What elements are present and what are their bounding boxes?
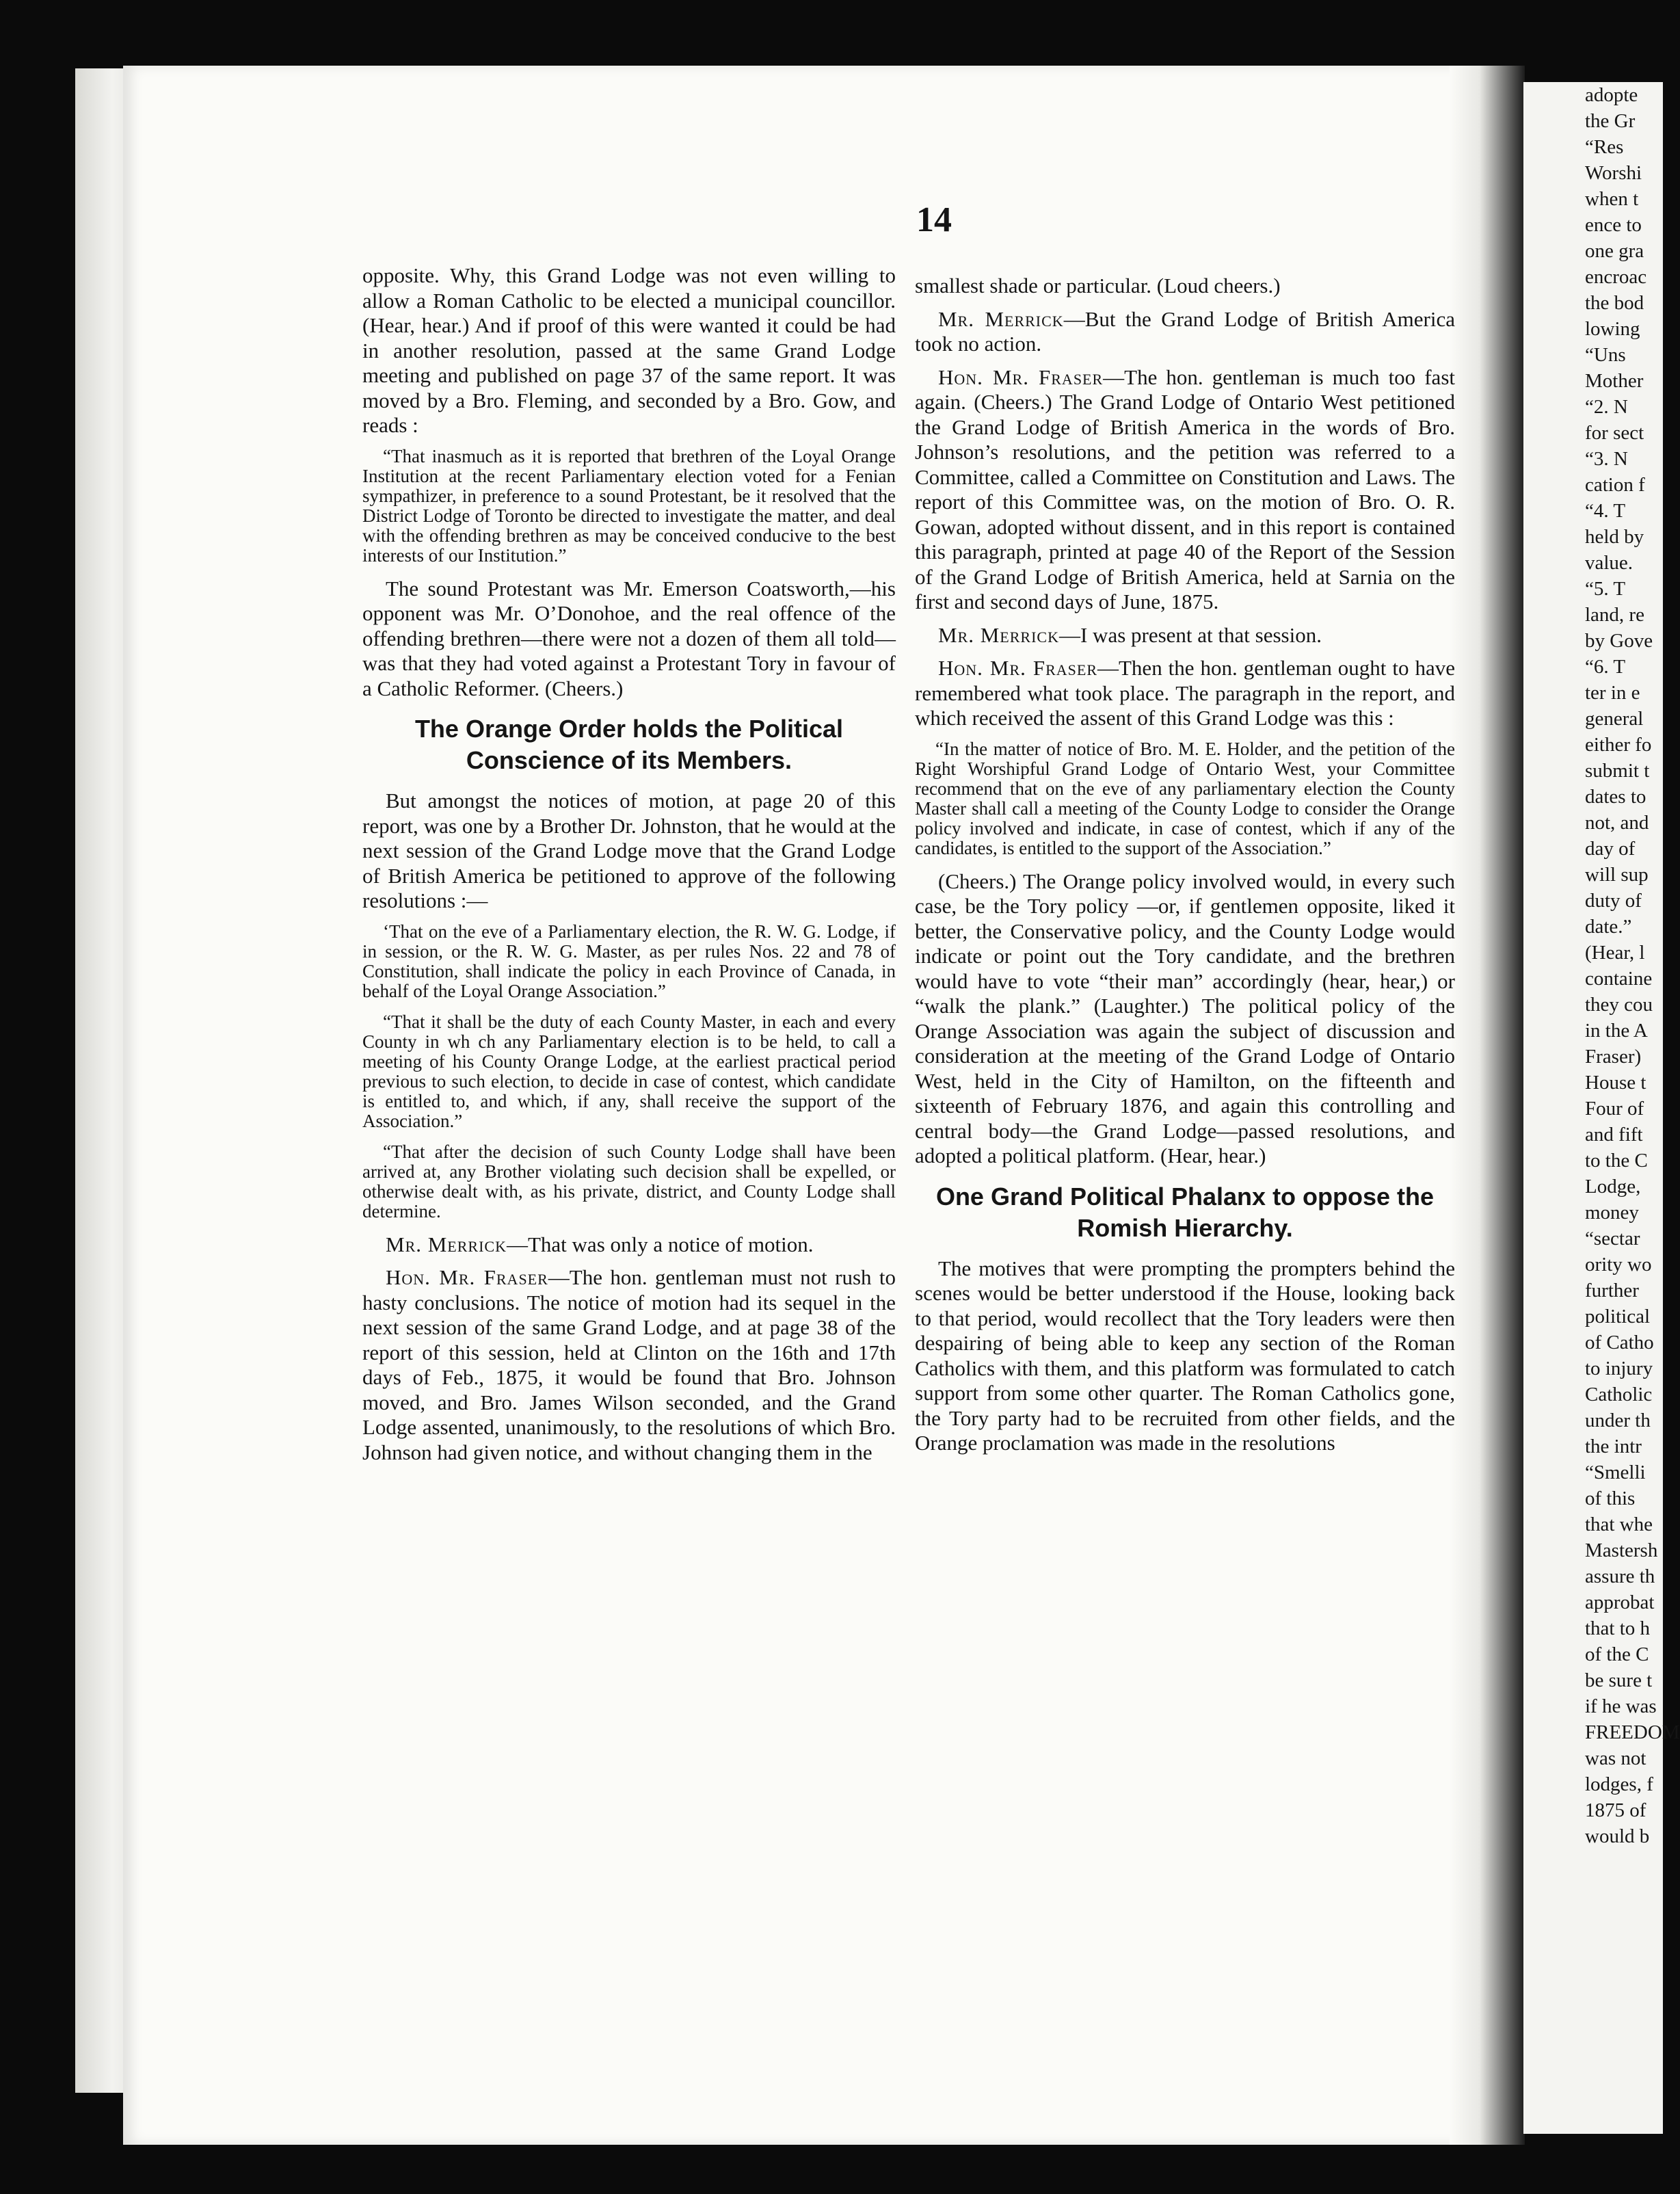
facing-page-line: the bod — [1585, 292, 1644, 314]
facing-page-line: that to h — [1585, 1617, 1651, 1639]
section-heading: One Grand Political Phalanx to oppose the Romish Hierarchy. — [935, 1182, 1435, 1242]
speaker-name: Hon. Mr. Fraser — [938, 656, 1097, 680]
facing-page-line: House t — [1585, 1072, 1646, 1094]
facing-page-line: submit t — [1585, 760, 1650, 782]
facing-page-line: they cou — [1585, 994, 1653, 1016]
facing-page-line: Four of — [1585, 1098, 1644, 1120]
facing-page-line: that whe — [1585, 1514, 1653, 1535]
facing-page-line: was not — [1585, 1747, 1646, 1769]
facing-page-line: land, re — [1585, 604, 1644, 626]
facing-page-line: political — [1585, 1306, 1651, 1327]
facing-page-line: Mother — [1585, 370, 1644, 392]
facing-page-line: encroac — [1585, 266, 1647, 288]
facing-page-line: when t — [1585, 188, 1639, 210]
facing-page-line: of Catho — [1585, 1332, 1654, 1353]
facing-page-line: will sup — [1585, 864, 1649, 886]
facing-page-line: money — [1585, 1202, 1639, 1224]
facing-page-line: Lodge, — [1585, 1176, 1641, 1198]
facing-page-line: “6. T — [1585, 656, 1626, 678]
facing-page-line: 1875 of — [1585, 1799, 1646, 1821]
body-paragraph: opposite. Why, this Grand Lodge was not even willing to allow a Roman Catholic to be elected a municipal councillor. (Hear, hear.) And if proof of this were wanted it could be had in another resolution, passed at the same Grand Lodge meeting and published on page 37 of the same report. It was moved by a Bro. Fleming, and seconded by a Bro. Gow, and reads : — [362, 263, 896, 437]
facing-page-line: (Hear, l — [1585, 942, 1645, 964]
facing-page-line: and fift — [1585, 1124, 1643, 1146]
speech-text: —The hon. gentleman must not rush to hasty conclusions. The notice of motion had its sequel in the next session of the same Grand Lodge, and at page 38 of the report of this session, held at Clinton on the 16th and 17th days of Feb., 1875, it would be found that Bro. Johnson moved, and Bro. James Wilson seconded, and the Grand Lodge assented, unanimously, to the resolutions of which Bro. Johnson had given notice, and without changing them in the — [362, 1265, 896, 1464]
section-heading: The Orange Order holds the Political Conscience of its Members. — [414, 715, 844, 774]
speech-paragraph — [915, 656, 1455, 731]
facing-page-line: assure th — [1585, 1565, 1655, 1587]
facing-page-line: either fo — [1585, 734, 1652, 756]
facing-page-line: “4. T — [1585, 500, 1626, 522]
body-paragraph: (Cheers.) The Orange policy involved would, in every such case, be the Tory policy —or, if gentlemen opposite, liked it better, the Conservative policy, and the County Lodge would indicate or point out the Tory candidate, and the brethren would have to vote “their man” accordingly (hear, hear,) or “walk the plank.” (Laughter.) The political policy of the Orange Association was again the subject of discussion and consideration at the meeting of the Grand Lodge of Ontario West, held in the City of Hamilton, on the fifteenth and sixteenth of February 1876, and again this controlling and central body—the Grand Lodge—passed resolutions, and adopted a political platform. (Hear, hear.) — [915, 869, 1455, 1167]
facing-page-line: be sure t — [1585, 1669, 1653, 1691]
facing-page-line: to injury — [1585, 1358, 1653, 1379]
facing-page-line: approbat — [1585, 1591, 1655, 1613]
quoted-resolution: “In the matter of notice of Bro. M. E. Holder, and the petition of the Right Worshipful Grand Lodge of Ontario West, your Committee recommend that on the eve of any parliamentary election the County Master shall call a meeting of the County Lodge to consider the Orange policy involved and indicate, in case of contest, which if any of the candidates, is entitled to the support of the Association.” — [915, 738, 1455, 858]
facing-page-line: for sect — [1585, 422, 1644, 444]
speaker-name: Hon. Mr. Fraser — [938, 365, 1104, 389]
facing-page-line: “5. T — [1585, 578, 1626, 600]
speech-paragraph — [915, 623, 1455, 648]
facing-page-line: lodges, f — [1585, 1773, 1653, 1795]
quoted-resolution: “That inasmuch as it is reported that brethren of the Loyal Orange Institution at the recent Parliamentary election voted for a Fenian sympathizer, in preference to a sound Protestant, be it resolved that the District Lodge of Toronto be directed to investigate the matter, and deal with the offending brethren as may be conceived conducive to the best interests of our Institution.” — [362, 445, 896, 566]
speaker-name: Mr. Merrick — [938, 306, 1064, 331]
quoted-resolution: “That it shall be the duty of each County Master, in each and every County in wh ch any Parliamentary election is to be held, to call a meeting of his County Orange Lodge, at the earliest practical period previous to such election, to decide in case of contest, which candidate is entitled to, and which, if any, shall receive the support of the Association.” — [362, 1011, 896, 1131]
body-paragraph: The sound Protestant was Mr. Emerson Coatsworth,—his opponent was Mr. O’Donohoe, and the real offence of the offending brethren—there were not a dozen of them all told—was that they had voted against a Protestant Tory in favour of a Catholic Reformer. (Cheers.) — [362, 576, 896, 700]
facing-page-line: the Gr — [1585, 110, 1636, 132]
body-paragraph: But amongst the notices of motion, at page 20 of this report, was one by a Brother Dr. Johnston, that he would at the next session of the Grand Lodge move that the Grand Lodge of British America be petitioned to approve of the following resolutions :— — [362, 789, 896, 912]
speech-text: —That was only a notice of motion. — [506, 1232, 814, 1256]
speaker-name: Mr. Merrick — [386, 1232, 507, 1256]
facing-page-line: duty of — [1585, 890, 1642, 912]
facing-page-fragment — [1523, 82, 1680, 2134]
facing-page-line: the intr — [1585, 1436, 1642, 1457]
facing-page-line: ence to — [1585, 214, 1642, 236]
quoted-resolution: ‘That on the eve of a Parliamentary election, the R. W. G. Lodge, if in session, or the R. W. G. Master, as per rules Nos. 22 and 78 of Constitution, shall indicate the policy in each Province of Canada, in behalf of the Loyal Orange Association.” — [362, 921, 896, 1001]
page-number: 14 — [916, 200, 952, 239]
facing-page-line: lowing — [1585, 318, 1640, 340]
facing-page-line: FREEDOM — [1585, 1721, 1680, 1743]
body-paragraph: smallest shade or particular. (Loud cheers.) — [915, 274, 1281, 298]
facing-page-line: under th — [1585, 1410, 1651, 1431]
facing-page-line: to the C — [1585, 1150, 1648, 1172]
facing-page-line: “sectar — [1585, 1228, 1640, 1250]
speech-paragraph — [362, 1265, 896, 1465]
facing-page-line: value. — [1585, 552, 1634, 574]
speech-paragraph — [362, 1232, 896, 1258]
page-gutter-shadow — [1450, 66, 1525, 2145]
left-text-column — [362, 263, 896, 1473]
speech-text: —Then the hon. gentleman ought to have remembered what took place. The paragraph in the report, and which received the assent of this Grand Lodge was this : — [915, 656, 1455, 730]
speech-paragraph — [915, 307, 1455, 357]
facing-page-line: would b — [1585, 1825, 1650, 1847]
facing-page-line: “3. N — [1585, 448, 1628, 470]
facing-page-line: Mastersh — [1585, 1539, 1658, 1561]
facing-page-line: “Smelli — [1585, 1462, 1646, 1483]
facing-page-line: date.” — [1585, 916, 1632, 938]
facing-page-line: of this — [1585, 1488, 1636, 1509]
speaker-name: Hon. Mr. Fraser — [386, 1265, 548, 1289]
facing-page-line: adopte — [1585, 84, 1638, 106]
facing-page-line: of the C — [1585, 1643, 1649, 1665]
speech-paragraph — [915, 365, 1455, 615]
speech-text: —The hon. gentleman is much too fast again. (Cheers.) The Grand Lodge of Ontario West petitioned the Grand Lodge of British America in the words of Bro. Johnson’s resolutions, and the petition was referred to a Committee, called a Committee on Constitution and Laws. The report of this Committee was, on the motion of Bro. O. R. Gowan, adopted without dissent, and in this report is contained this paragraph, printed at page 40 of the Report of the Session of the Grand Lodge of British America, held at Sarnia on the first and second days of June, 1875. — [915, 365, 1455, 613]
facing-page-line: cation f — [1585, 474, 1645, 496]
quoted-resolution: “That after the decision of such County Lodge shall have been arrived at, any Brother violating such decision shall be expelled, or otherwise dealt with, as his private, district, and County Lodge shall determine. — [362, 1141, 896, 1221]
speech-text: —I was present at that session. — [1058, 622, 1322, 647]
facing-page-line: in the A — [1585, 1020, 1648, 1042]
facing-page-line: ter in e — [1585, 682, 1640, 704]
facing-page-line: held by — [1585, 526, 1644, 548]
facing-page-line: Worshi — [1585, 162, 1642, 184]
facing-page-line: further — [1585, 1280, 1639, 1301]
speaker-name: Mr. Merrick — [938, 622, 1059, 647]
facing-page-line: Catholic — [1585, 1384, 1653, 1405]
facing-page-line: ority wo — [1585, 1254, 1652, 1276]
facing-page-line: if he was — [1585, 1695, 1657, 1717]
body-paragraph: The motives that were prompting the prompters behind the scenes would be better understood if the House, looking back to that period, would recollect that the Tory leaders were then despairing of being able to keep any section of the Roman Catholics with them, and this platform was formulated to catch support from some other quarter. The Roman Catholics gone, the Tory party had to be recruited from other fields, and the Orange proclamation was made in the resolutions — [915, 1256, 1455, 1455]
facing-page-line: containe — [1585, 968, 1653, 990]
right-text-column — [915, 274, 1455, 1464]
facing-page-line: “Uns — [1585, 344, 1626, 366]
facing-page-line: not, and — [1585, 812, 1649, 834]
speech-text: —But the Grand Lodge of British America took no action. — [915, 306, 1455, 356]
facing-page-line: Fraser) — [1585, 1046, 1642, 1068]
facing-page-line: by Gove — [1585, 630, 1653, 652]
facing-page-line: “Res — [1585, 136, 1624, 158]
facing-page-line: day of — [1585, 838, 1636, 860]
facing-page-line: general — [1585, 708, 1644, 730]
facing-page-line: dates to — [1585, 786, 1646, 808]
facing-page-line: one gra — [1585, 240, 1644, 262]
facing-page-line: “2. N — [1585, 396, 1628, 418]
